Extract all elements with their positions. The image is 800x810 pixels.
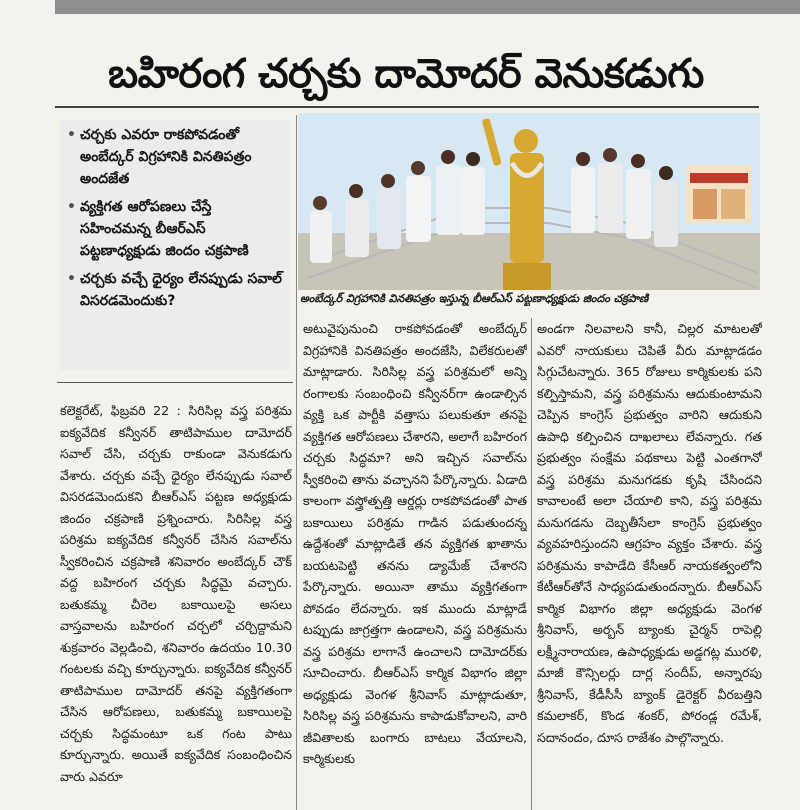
- highlight-item: • చర్చకు ఎవరూ రాకపోవడంతో అంబేద్కర్ విగ్రహానికి వినతిపత్రం అందజేత: [66, 124, 284, 190]
- photo-caption: అంబేద్కర్ విగ్రహానికి వినతిపత్రం ఇస్తున్న బీఆర్ఎస్ పట్టణాధ్యక్షుడు జిందం చక్రపాణి: [300, 292, 649, 305]
- highlight-item: • చర్చకు వచ్చే ధైర్యం లేనప్పుడు సవాల్ విసరడమెందుకు?: [66, 268, 284, 312]
- column-divider: [296, 115, 297, 810]
- headline-rule: [55, 106, 759, 108]
- headline: బహిరంగ చర్చకు దామోదర్ వెనుకడుగు: [108, 51, 704, 97]
- news-photo: [298, 113, 760, 290]
- highlights-rule: [57, 382, 293, 383]
- column-divider: [531, 318, 532, 810]
- article-paragraph: కలెక్టరేట్, ఫిబ్రవరి 22 : సిరిసిల్ల వస్త్ర పరిశ్రమ ఐక్యవేదిక కన్వీనర్ తాటిపాముల దామోదర్ సవాల్ చేసి, చర్చకు రాకుండా వెనుకడుగు వేశారు. చర్చకు వచ్చే ధైర్యం లేనప్పుడు సవాల్ విసరడమెందుకని బీఆర్ఎస్ పట్టణ అధ్యక్షుడు జిందం చక్రపాణి ప్రశ్నించారు. సిరిసిల్ల వస్త్ర పరిశ్రమ ఐక్యవేదిక కన్వీనర్ చేసిన సవాల్‌ను స్వీకరించిన చక్రపాణి శనివారం అంబేద్కర్ చౌక్ వద్ద బహిరంగ చర్చకు సిద్ధమై వచ్చారు. బతుకమ్మ చీరెల బకాయిలపై అసలు వాస్తవాలను బహిరంగ చర్చలో చర్చిద్దామని శుక్రవారం వెల్లడించి, శనివారం ఉదయం 10.30 గంటలకు వచ్చి కూర్చున్నారు. ఐక్యవేదిక కన్వీనర్ తాటిపాముల దామోదర్ తనపై వ్యక్తిగతంగా చేసిన ఆరోపణలు, బతుకమ్మ బకాయిలపై చర్చకు సిద్ధమంటూ ఒక గంట పాటు కూర్చున్నారు. అయితే ఐక్యవేదిక సంబంధించిన వారు ఎవరూ: [60, 403, 292, 784]
- article-column-3: [537, 318, 762, 810]
- article-paragraph: అటువైపునుంచి రాకపోవడంతో అంబేద్కర్ విగ్రహానికి వినతిపత్రం అందజేసి, విలేకరులతో మాట్లాడారు. సిరిసిల్ల వస్త్ర పరిశ్రమలో అన్ని రంగాలకు సంబంధించి కన్వీనర్‌గా ఉండాల్సిన వ్యక్తి ఒక పార్టీకి వత్తాసు పలుకుతూ తనపై వ్యక్తిగత ఆరోపణలు చేశారని, అలాగే బహిరంగ చర్చకు సిద్ధమా? అని ఇచ్చిన సవాల్‌ను స్వీకరించి తాను వచ్చానని పేర్కొన్నారు. ఏడాది కాలంగా వస్త్రోత్పత్తి ఆర్డర్లు రాకపోవడంతో పాత బకాయిలు పరిశ్రమ గాడిన పడుతుందన్న ఉద్దేశంతో మాట్లాడితే తన వ్యక్తిగత ఖాతాను బయటపెట్టి తనను డ్యామేజ్ చేశారని పేర్కొన్నారు. అయినా తాము వ్యక్తిగతంగా పోవడం లేదన్నారు. ఇక ముందు మాట్లాడే టప్పుడు జాగ్రత్తగా ఉండాలని, వస్త్ర పరిశ్రమను వస్త్ర పరిశ్రమ లాగానే ఉంచాలని దామోదర్‌కు సూచించారు. బీఆర్ఎస్ కార్మిక విభాగం జిల్లా అధ్యక్షుడు వెంగళ శ్రీనివాస్ మాట్లాడుతూ, సిరిసిల్ల వస్త్ర పరిశ్రమను కాపాడుకోవాలని, వారి జీవితాలకు బంగారు బాటలు వేయాలని, కార్మికులకు: [303, 321, 527, 766]
- article-paragraph: అండగా నిలవాలని కానీ, చిల్లర మాటలతో ఎవరో నాయకులు చెపితే వీరు మాట్లాడడం సిగ్గుచేటన్నారు. 365 రోజులు కార్మికులకు పని కల్పిస్తామని, వస్త్ర పరిశ్రమను ఆదుకుంటామని చెప్పిన కాంగ్రెస్ ప్రభుత్వం వారిని ఆదుకుని ఉపాధి కల్పించిన దాఖలాలు లేవన్నారు. గత ప్రభుత్వం సంక్షేమ పథకాలు పెట్టి ఎంతగానో వస్త్ర పరిశ్రమ మనుగడకు కృషి చేసిందని కావాలంటే అలా చేయాలి కాని, వస్త్ర పరిశ్రమ మనుగడను దెబ్బతీసేలా కాంగ్రెస్ ప్రభుత్వం వ్యవహరిస్తుందని ఆగ్రహం వ్యక్తం చేశారు. వస్త్ర పరిశ్రమను కాపాడేది కేసీఆర్ నాయకత్వంలోని కేటీఆర్‌తోనే సాధ్యపడుతుందన్నారు. బీఆర్ఎస్ కార్మిక విభాగం జిల్లా అధ్యక్షుడు వెంగళ శ్రీనివాస్, అర్బన్ బ్యాంకు చైర్మన్ రాపెల్లి లక్ష్మీనారాయణ, ఉపాధ్యక్షుడు అడ్డగట్ల మురళి, మాజీ కౌన్సిలర్లు దార్ల సందీప్, అన్నారపు శ్రీనివాస్, కేడీసీసీ బ్యాంక్ డైరెక్టర్ వీరబత్తిని కమలాకర్, కొండ శంకర్, పోరండ్ల రమేశ్, సదానందం, దూస రాజేశం పాల్గొన్నారు.: [537, 321, 762, 745]
- highlights-box: [60, 120, 290, 370]
- top-color-band: [55, 0, 800, 14]
- highlight-item: • వ్యక్తిగత ఆరోపణలు చేస్తే సహించమన్న బీఆర్ఎస్ పట్టణాధ్యక్షుడు జిందం చక్రపాణి: [66, 196, 284, 262]
- article-column-2: [303, 318, 527, 810]
- statue-crowd-illustration: [298, 113, 760, 290]
- article-column-1: [60, 400, 292, 810]
